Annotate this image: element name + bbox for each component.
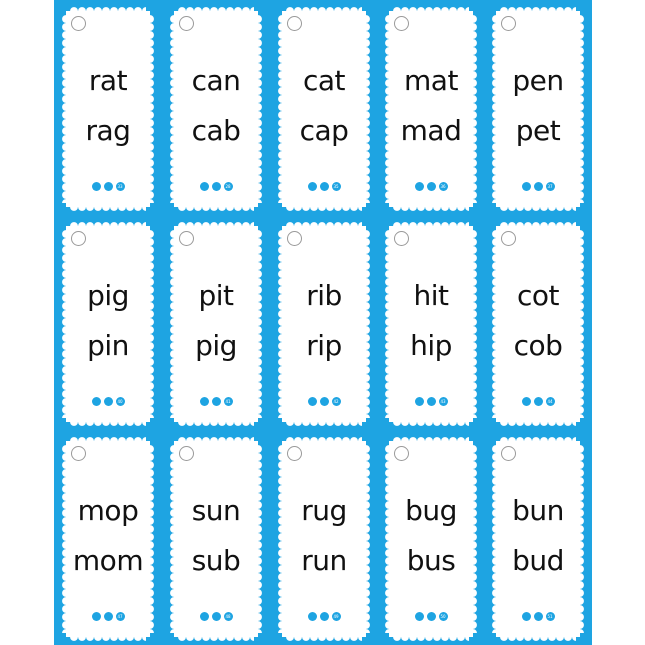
dot-icon: [200, 397, 209, 406]
card-dots: [282, 182, 366, 191]
dot-icon: [104, 182, 113, 191]
punch-hole-icon: [71, 231, 86, 246]
dot-icon: [92, 612, 101, 621]
scalloped-edge: [70, 203, 146, 211]
dot-icon: [308, 182, 317, 191]
scalloped-edge: [500, 222, 576, 230]
flashcard-word: cat: [302, 64, 346, 97]
flashcard-word: pet: [515, 114, 561, 147]
flashcard-word: bus: [406, 544, 456, 577]
dot-icon: [200, 612, 209, 621]
card-dots: [66, 612, 150, 621]
card-dots: [174, 182, 258, 191]
scalloped-edge: [393, 222, 469, 230]
scalloped-edge: [286, 418, 362, 426]
card-number: 43: [440, 399, 446, 404]
card-number: 40: [117, 399, 123, 404]
scalloped-edge: [70, 633, 146, 641]
flashcard[interactable]: [496, 11, 580, 207]
dot-icon: [320, 182, 329, 191]
flashcard-word: rip: [306, 329, 342, 362]
dot-icon: [92, 182, 101, 191]
dot-icon: [415, 397, 424, 406]
card-dots: [496, 397, 580, 406]
card-number: 41: [225, 399, 231, 404]
flashcard-word: rug: [301, 494, 347, 527]
scalloped-edge: [286, 222, 362, 230]
punch-hole-icon: [71, 16, 86, 31]
dot-icon: [534, 182, 543, 191]
punch-hole-icon: [394, 446, 409, 461]
flashcard[interactable]: [389, 11, 473, 207]
card-dots: [282, 612, 366, 621]
flashcard-word: mad: [400, 114, 462, 147]
flashcard-word: bud: [512, 544, 564, 577]
card-number: 36: [440, 184, 446, 189]
flashcard-word: sub: [191, 544, 241, 577]
card-number: 28: [225, 184, 231, 189]
flashcard-word: mom: [72, 544, 144, 577]
dot-icon: [427, 612, 436, 621]
card-number: 42: [333, 399, 339, 404]
dot-icon: [534, 397, 543, 406]
flashcard[interactable]: [174, 226, 258, 422]
card-dots: [66, 182, 150, 191]
dot-icon: [104, 397, 113, 406]
card-number: 49: [333, 614, 339, 619]
scalloped-edge: [393, 7, 469, 15]
dot-icon: [427, 182, 436, 191]
scalloped-edge: [286, 633, 362, 641]
card-dots: [389, 397, 473, 406]
card-number: 48: [225, 614, 231, 619]
scalloped-edge: [286, 7, 362, 15]
card-dots: [66, 397, 150, 406]
punch-hole-icon: [179, 231, 194, 246]
flashcard-word: hip: [410, 329, 452, 362]
flashcard-word: pin: [87, 329, 129, 362]
scalloped-edge: [178, 222, 254, 230]
dot-icon: [415, 182, 424, 191]
flashcard-word: rag: [85, 114, 131, 147]
dot-icon: [534, 612, 543, 621]
flashcard[interactable]: [174, 11, 258, 207]
scalloped-edge: [393, 437, 469, 445]
card-dots: [389, 612, 473, 621]
scalloped-edge: [178, 203, 254, 211]
scalloped-edge: [178, 633, 254, 641]
card-dots: [174, 397, 258, 406]
dot-icon: [522, 612, 531, 621]
scalloped-edge: [286, 203, 362, 211]
flashcard[interactable]: [174, 441, 258, 637]
card-number: 47: [117, 614, 123, 619]
flashcard-word: cap: [299, 114, 349, 147]
flashcard[interactable]: [389, 226, 473, 422]
punch-hole-icon: [501, 16, 516, 31]
flashcard-word: rib: [306, 279, 342, 312]
flashcard-word: bun: [512, 494, 564, 527]
flashcard-word: bug: [405, 494, 457, 527]
flashcard[interactable]: [389, 441, 473, 637]
dot-icon: [92, 397, 101, 406]
card-dots: [174, 612, 258, 621]
flashcard-sheet: [54, 0, 592, 645]
scalloped-edge: [500, 437, 576, 445]
dot-icon: [212, 612, 221, 621]
flashcard-word: cot: [516, 279, 559, 312]
card-number: 50: [440, 614, 446, 619]
scalloped-edge: [70, 222, 146, 230]
dot-icon: [427, 397, 436, 406]
dot-icon: [308, 397, 317, 406]
scalloped-edge: [178, 7, 254, 15]
flashcard-word: mat: [404, 64, 458, 97]
punch-hole-icon: [501, 231, 516, 246]
scalloped-edge: [178, 437, 254, 445]
scalloped-edge: [500, 7, 576, 15]
flashcard-word: pig: [87, 279, 129, 312]
dot-icon: [320, 397, 329, 406]
flashcard[interactable]: [496, 226, 580, 422]
dot-icon: [212, 182, 221, 191]
card-number: 51: [547, 614, 553, 619]
punch-hole-icon: [287, 231, 302, 246]
punch-hole-icon: [287, 16, 302, 31]
scalloped-edge: [393, 633, 469, 641]
flashcard-word: run: [301, 544, 347, 577]
scalloped-edge: [393, 418, 469, 426]
card-number: 37: [547, 184, 553, 189]
scalloped-edge: [393, 203, 469, 211]
flashcard[interactable]: [282, 226, 366, 422]
dot-icon: [415, 612, 424, 621]
dot-icon: [522, 182, 531, 191]
flashcard[interactable]: [282, 441, 366, 637]
flashcard[interactable]: [66, 226, 150, 422]
dot-icon: [308, 612, 317, 621]
flashcard-word: pig: [195, 329, 237, 362]
dot-icon: [200, 182, 209, 191]
punch-hole-icon: [501, 446, 516, 461]
card-dots: [389, 182, 473, 191]
punch-hole-icon: [287, 446, 302, 461]
dot-icon: [212, 397, 221, 406]
scalloped-edge: [70, 418, 146, 426]
card-number: 35: [333, 184, 339, 189]
dot-icon: [522, 397, 531, 406]
card-number: 33: [117, 184, 123, 189]
card-number: 44: [547, 399, 553, 404]
punch-hole-icon: [394, 231, 409, 246]
scalloped-edge: [70, 7, 146, 15]
flashcard[interactable]: [66, 11, 150, 207]
flashcard-word: sun: [191, 494, 241, 527]
flashcard-word: pen: [512, 64, 564, 97]
flashcard-word: hit: [413, 279, 449, 312]
card-dots: [496, 182, 580, 191]
scalloped-edge: [178, 418, 254, 426]
punch-hole-icon: [179, 446, 194, 461]
dot-icon: [104, 612, 113, 621]
scalloped-edge: [500, 203, 576, 211]
scalloped-edge: [500, 418, 576, 426]
scalloped-edge: [70, 437, 146, 445]
scalloped-edge: [286, 437, 362, 445]
card-dots: [282, 397, 366, 406]
punch-hole-icon: [179, 16, 194, 31]
flashcard[interactable]: [282, 11, 366, 207]
flashcard-word: cob: [513, 329, 563, 362]
punch-hole-icon: [71, 446, 86, 461]
flashcard-word: cab: [191, 114, 241, 147]
punch-hole-icon: [394, 16, 409, 31]
dot-icon: [320, 612, 329, 621]
scalloped-edge: [500, 633, 576, 641]
flashcard-word: pit: [198, 279, 234, 312]
flashcard-word: mop: [77, 494, 139, 527]
flashcard-word: can: [191, 64, 241, 97]
card-dots: [496, 612, 580, 621]
flashcard-word: rat: [88, 64, 128, 97]
flashcard[interactable]: [496, 441, 580, 637]
flashcard[interactable]: [66, 441, 150, 637]
